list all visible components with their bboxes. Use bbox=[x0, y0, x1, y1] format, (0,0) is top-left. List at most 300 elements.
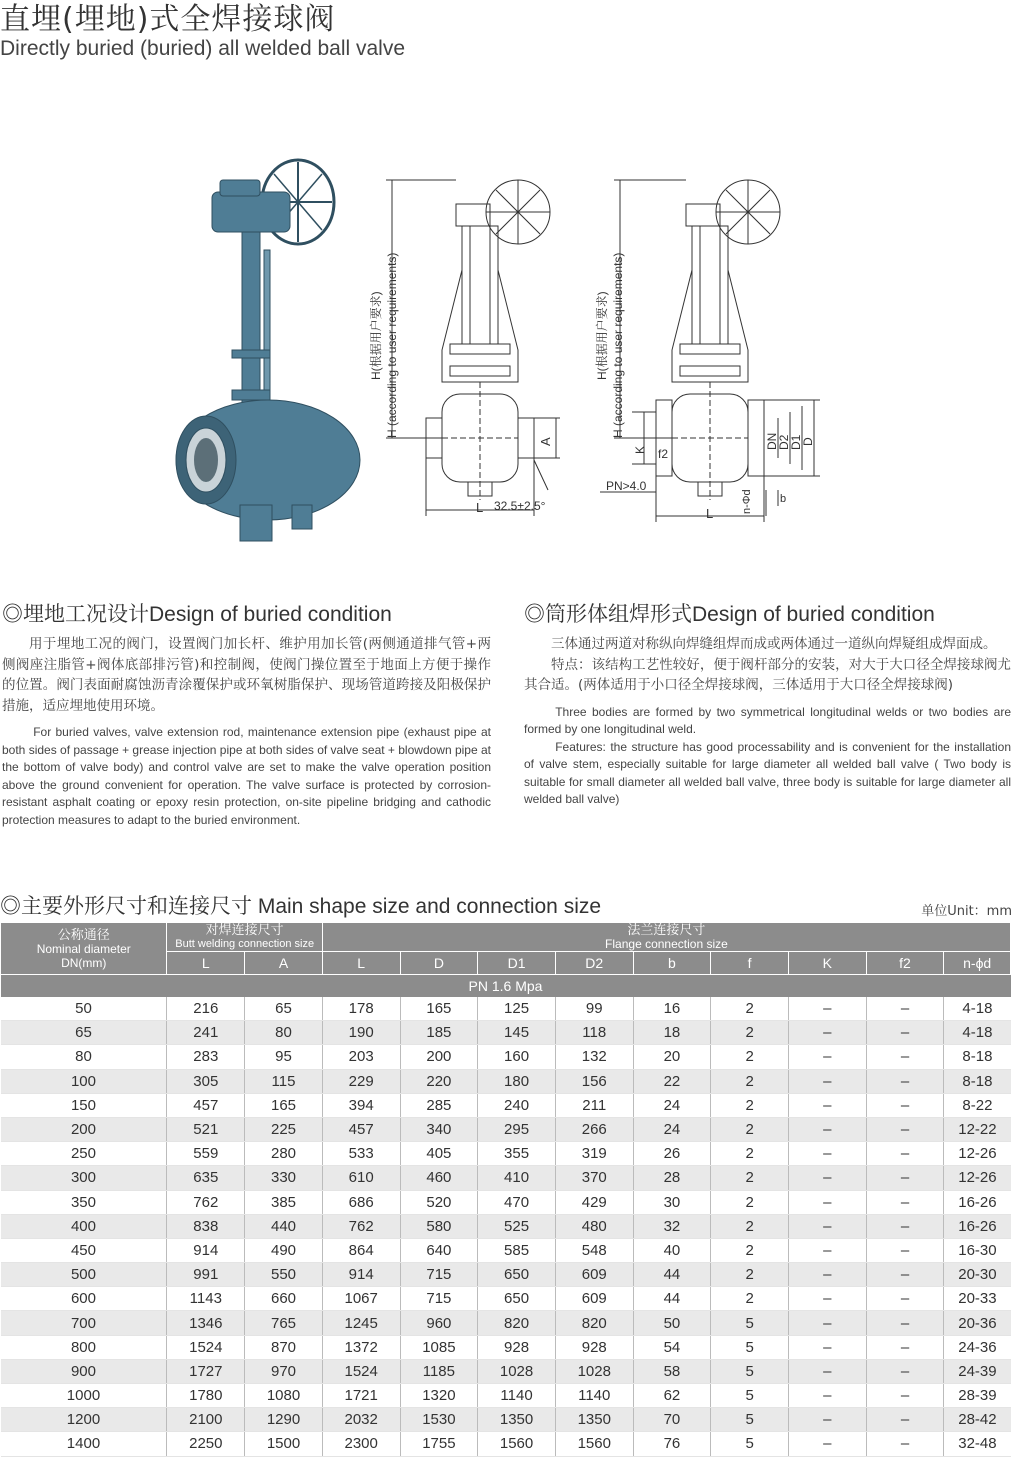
table-cell: 470 bbox=[478, 1190, 556, 1214]
pn-label: PN 1.6 Mpa bbox=[1, 975, 1011, 998]
page-title-en: Directly buried (buried) all welded ball valve bbox=[0, 37, 406, 60]
dim-dn-label: DN bbox=[765, 432, 779, 450]
header-butt-weld bbox=[167, 923, 322, 952]
table-cell: 1755 bbox=[400, 1432, 478, 1456]
header-flange bbox=[322, 923, 1010, 952]
table-cell: 80 bbox=[1, 1045, 167, 1069]
column-header-10: n-ϕd bbox=[944, 952, 1011, 975]
table-cell: 370 bbox=[555, 1166, 633, 1190]
table-cell: 2 bbox=[711, 1214, 789, 1238]
table-cell: 500 bbox=[1, 1263, 167, 1287]
table-cell: 2 bbox=[711, 1117, 789, 1141]
table-cell: – bbox=[866, 1359, 944, 1383]
column-header-8: K bbox=[788, 952, 866, 975]
dim-h-cn-label: H(根据用户要求) bbox=[369, 291, 383, 380]
table-cell: 394 bbox=[322, 1093, 400, 1117]
section-right-cn-1: 三体通过两道对称纵向焊缝组焊而成或两体通过一道纵向焊疑组成焊面成。 bbox=[551, 636, 997, 652]
table-cell: 99 bbox=[555, 997, 633, 1021]
table-cell: 185 bbox=[400, 1021, 478, 1045]
table-cell: 548 bbox=[555, 1238, 633, 1262]
header-dn-en: Nominal diameter bbox=[36, 941, 131, 956]
column-header-1: A bbox=[245, 952, 323, 975]
column-header-7: f bbox=[711, 952, 789, 975]
table-cell: 283 bbox=[167, 1045, 245, 1069]
table-cell: – bbox=[788, 1384, 866, 1408]
table-cell: 180 bbox=[478, 1069, 556, 1093]
table-cell: 40 bbox=[633, 1238, 711, 1262]
table-cell: 1350 bbox=[478, 1408, 556, 1432]
column-header-3: D bbox=[400, 952, 478, 975]
table-cell: 550 bbox=[245, 1263, 323, 1287]
table-cell: 1524 bbox=[167, 1335, 245, 1359]
table-cell: 1560 bbox=[478, 1432, 556, 1456]
header-dn-unit: DN(mm) bbox=[61, 955, 107, 970]
header-butt-en: Butt welding connection size bbox=[175, 938, 315, 950]
table-cell: 26 bbox=[633, 1142, 711, 1166]
table-cell: – bbox=[866, 1069, 944, 1093]
table-cell: 1085 bbox=[400, 1335, 478, 1359]
table-cell: 1372 bbox=[322, 1335, 400, 1359]
table-cell: 32-48 bbox=[944, 1432, 1011, 1456]
table-cell: 405 bbox=[400, 1142, 478, 1166]
table-cell: 125 bbox=[478, 997, 556, 1021]
table-cell: – bbox=[866, 1408, 944, 1432]
table-cell: 5 bbox=[711, 1335, 789, 1359]
table-row bbox=[1, 1166, 1011, 1190]
table-cell: – bbox=[788, 1069, 866, 1093]
table-cell: 2 bbox=[711, 1263, 789, 1287]
table-cell: – bbox=[788, 1190, 866, 1214]
table-cell: 5 bbox=[711, 1311, 789, 1335]
table-body bbox=[1, 975, 1011, 1457]
page-title-cn: 直埋(埋地)式全焊接球阀 bbox=[0, 2, 336, 37]
table-cell: 1200 bbox=[1, 1408, 167, 1432]
table-cell: 150 bbox=[1, 1093, 167, 1117]
table-cell: 20-33 bbox=[944, 1287, 1011, 1311]
table-cell: 838 bbox=[167, 1214, 245, 1238]
table-cell: 870 bbox=[245, 1335, 323, 1359]
table-cell: – bbox=[788, 1359, 866, 1383]
valve-product-image bbox=[176, 160, 360, 541]
table-cell: 609 bbox=[555, 1263, 633, 1287]
table-cell: 700 bbox=[1, 1311, 167, 1335]
table-cell: 44 bbox=[633, 1263, 711, 1287]
table-cell: 95 bbox=[245, 1045, 323, 1069]
table-cell: 24-36 bbox=[944, 1335, 1011, 1359]
table-cell: 76 bbox=[633, 1432, 711, 1456]
table-cell: 240 bbox=[478, 1093, 556, 1117]
table-cell: 2 bbox=[711, 1069, 789, 1093]
dim-angle-label: 32.5±2.5° bbox=[494, 499, 546, 513]
table-cell: 5 bbox=[711, 1384, 789, 1408]
table-cell: 211 bbox=[555, 1093, 633, 1117]
dim-d-label: D bbox=[801, 437, 815, 446]
table-cell: – bbox=[788, 997, 866, 1021]
table-cell: 190 bbox=[322, 1021, 400, 1045]
table-cell: 686 bbox=[322, 1190, 400, 1214]
table-cell: 457 bbox=[322, 1117, 400, 1141]
valve-drawings bbox=[160, 150, 850, 550]
table-cell: 156 bbox=[555, 1069, 633, 1093]
table-cell: 24 bbox=[633, 1093, 711, 1117]
table-cell: 295 bbox=[478, 1117, 556, 1141]
table-cell: 2300 bbox=[322, 1432, 400, 1456]
table-cell: 457 bbox=[167, 1093, 245, 1117]
table-cell: 1080 bbox=[245, 1384, 323, 1408]
table-cell: 285 bbox=[400, 1093, 478, 1117]
pn-row bbox=[1, 975, 1011, 998]
table-cell: – bbox=[788, 1408, 866, 1432]
table-cell: 400 bbox=[1, 1214, 167, 1238]
table-row bbox=[1, 1287, 1011, 1311]
table-cell: 50 bbox=[633, 1311, 711, 1335]
table-cell: 350 bbox=[1, 1190, 167, 1214]
column-header-0: L bbox=[167, 952, 245, 975]
table-cell: 600 bbox=[1, 1287, 167, 1311]
table-cell: 5 bbox=[711, 1408, 789, 1432]
table-cell: 762 bbox=[167, 1190, 245, 1214]
table-cell: 203 bbox=[322, 1045, 400, 1069]
table-cell: 1721 bbox=[322, 1384, 400, 1408]
table-cell: 410 bbox=[478, 1166, 556, 1190]
table-cell: 914 bbox=[167, 1238, 245, 1262]
table-cell: 991 bbox=[167, 1263, 245, 1287]
table-cell: – bbox=[866, 1432, 944, 1456]
table-row bbox=[1, 1384, 1011, 1408]
table-cell: – bbox=[866, 1238, 944, 1262]
table-cell: – bbox=[866, 1117, 944, 1141]
table-cell: 1185 bbox=[400, 1359, 478, 1383]
table-cell: 1140 bbox=[555, 1384, 633, 1408]
dim-d2-label: D2 bbox=[777, 434, 791, 450]
table-cell: 914 bbox=[322, 1263, 400, 1287]
table-cell: 928 bbox=[478, 1335, 556, 1359]
table-cell: 1780 bbox=[167, 1384, 245, 1408]
table-cell: 160 bbox=[478, 1045, 556, 1069]
table-row bbox=[1, 1359, 1011, 1383]
table-cell: 20 bbox=[633, 1045, 711, 1069]
table-cell: 200 bbox=[400, 1045, 478, 1069]
table-cell: 4-18 bbox=[944, 1021, 1011, 1045]
table-cell: 132 bbox=[555, 1045, 633, 1069]
table-cell: 1320 bbox=[400, 1384, 478, 1408]
table-cell: 864 bbox=[322, 1238, 400, 1262]
table-cell: 715 bbox=[400, 1287, 478, 1311]
table-row bbox=[1, 1263, 1011, 1287]
table-cell: 2032 bbox=[322, 1408, 400, 1432]
table-row bbox=[1, 1311, 1011, 1335]
table-row bbox=[1, 1190, 1011, 1214]
table-cell: 24-39 bbox=[944, 1359, 1011, 1383]
dim-l-label-2: L bbox=[706, 506, 714, 521]
table-cell: 609 bbox=[555, 1287, 633, 1311]
table-row bbox=[1, 1069, 1011, 1093]
table-cell: 1530 bbox=[400, 1408, 478, 1432]
dim-h-en-label-2: H (according to user requirements) bbox=[611, 252, 625, 438]
table-cell: 610 bbox=[322, 1166, 400, 1190]
column-header-2: L bbox=[322, 952, 400, 975]
table-cell: 330 bbox=[245, 1166, 323, 1190]
dim-pn-label: PN>4.0 bbox=[606, 479, 647, 493]
table-cell: – bbox=[866, 997, 944, 1021]
column-header-4: D1 bbox=[478, 952, 556, 975]
table-cell: 525 bbox=[478, 1214, 556, 1238]
table-cell: 2100 bbox=[167, 1408, 245, 1432]
table-cell: 1028 bbox=[555, 1359, 633, 1383]
section-right-heading: ◎筒形体组焊形式Design of buried condition bbox=[524, 603, 935, 626]
table-cell: – bbox=[788, 1045, 866, 1069]
figure-area bbox=[160, 150, 850, 550]
table-cell: 280 bbox=[245, 1142, 323, 1166]
table-cell: 2 bbox=[711, 1238, 789, 1262]
table-cell: 165 bbox=[245, 1093, 323, 1117]
table-cell: 1400 bbox=[1, 1432, 167, 1456]
table-cell: 300 bbox=[1, 1166, 167, 1190]
table-cell: 2 bbox=[711, 1093, 789, 1117]
table-cell: 216 bbox=[167, 997, 245, 1021]
table-cell: 900 bbox=[1, 1359, 167, 1383]
table-row bbox=[1, 1117, 1011, 1141]
table-cell: 960 bbox=[400, 1311, 478, 1335]
table-cell: 1140 bbox=[478, 1384, 556, 1408]
table-cell: 12-26 bbox=[944, 1166, 1011, 1190]
table-cell: 16-30 bbox=[944, 1238, 1011, 1262]
table-cell: – bbox=[788, 1214, 866, 1238]
table-cell: 58 bbox=[633, 1359, 711, 1383]
table-row bbox=[1, 997, 1011, 1021]
table-cell: 8-18 bbox=[944, 1045, 1011, 1069]
table-cell: 970 bbox=[245, 1359, 323, 1383]
table-cell: 820 bbox=[555, 1311, 633, 1335]
table-row bbox=[1, 1021, 1011, 1045]
table-cell: 266 bbox=[555, 1117, 633, 1141]
table-cell: 490 bbox=[245, 1238, 323, 1262]
table-cell: 1245 bbox=[322, 1311, 400, 1335]
table-cell: 928 bbox=[555, 1335, 633, 1359]
section-right-en-2: Features: the structure has good processability and is convenient for the installation of valve stem, especially suitable for large diameter all welded ball valve ( Two body is suitable for small diameter all welded ball valve, three body is suitable for large diameter all welded ball valve) bbox=[524, 739, 1011, 806]
table-row bbox=[1, 1408, 1011, 1432]
table-cell: – bbox=[788, 1311, 866, 1335]
table-cell: 12-26 bbox=[944, 1142, 1011, 1166]
table-row bbox=[1, 1238, 1011, 1262]
section-left-en: For buried valves, valve extension rod, maintenance extension pipe (exhaust pipe at both sides of passage + grease injection pipe at both sides of valve seat + blowdown pipe at the bottom of valve body) and control valve are set to make the valve operation position above the ground convenient for operation. The valve surface is protected by corrosion-resistant asphalt coating or epoxy resin protection, on-site pipeline bridging and cathodic protection measures to adapt to the buried environment. bbox=[2, 725, 491, 827]
table-cell: 20-36 bbox=[944, 1311, 1011, 1335]
section-buried-condition bbox=[2, 598, 491, 829]
table-cell: 4-18 bbox=[944, 997, 1011, 1021]
table-cell: 820 bbox=[478, 1311, 556, 1335]
table-cell: – bbox=[866, 1214, 944, 1238]
section-right-cn-2: 特点：该结构工艺性较好，便于阀杆部分的安装，对大于大口径全焊接球阀尤其合适。(两体适用于小口径全焊接球阀，三体适用于大口径全焊接球阀) bbox=[524, 656, 1011, 693]
table-cell: 115 bbox=[245, 1069, 323, 1093]
table-cell: 1028 bbox=[478, 1359, 556, 1383]
table-cell: – bbox=[866, 1311, 944, 1335]
table-cell: 460 bbox=[400, 1166, 478, 1190]
table-cell: – bbox=[788, 1287, 866, 1311]
table-row bbox=[1, 1214, 1011, 1238]
column-header-5: D2 bbox=[555, 952, 633, 975]
dim-d1-label: D1 bbox=[789, 434, 803, 450]
table-cell: 520 bbox=[400, 1190, 478, 1214]
table-cell: 580 bbox=[400, 1214, 478, 1238]
table-cell: 2 bbox=[711, 997, 789, 1021]
table-cell: 24 bbox=[633, 1117, 711, 1141]
table-cell: 250 bbox=[1, 1142, 167, 1166]
table-cell: 118 bbox=[555, 1021, 633, 1045]
table-cell: – bbox=[788, 1238, 866, 1262]
table-cell: 2 bbox=[711, 1142, 789, 1166]
dim-f2-label: f2 bbox=[658, 447, 669, 461]
table-cell: 1000 bbox=[1, 1384, 167, 1408]
table-cell: – bbox=[788, 1142, 866, 1166]
table-cell: 1067 bbox=[322, 1287, 400, 1311]
table-cell: – bbox=[866, 1190, 944, 1214]
table-cell: 1290 bbox=[245, 1408, 323, 1432]
drawing-butt-weld bbox=[386, 180, 560, 516]
table-unit: 单位Unit：mm bbox=[921, 904, 1012, 919]
table-cell: 450 bbox=[1, 1238, 167, 1262]
dim-l-label-1: L bbox=[476, 500, 484, 515]
table-cell: 305 bbox=[167, 1069, 245, 1093]
table-cell: 762 bbox=[322, 1214, 400, 1238]
table-cell: 8-22 bbox=[944, 1093, 1011, 1117]
table-cell: 20-30 bbox=[944, 1263, 1011, 1287]
table-cell: 650 bbox=[478, 1263, 556, 1287]
dimension-table bbox=[0, 922, 1011, 1457]
table-cell: – bbox=[788, 1432, 866, 1456]
table-cell: – bbox=[866, 1287, 944, 1311]
table-cell: 65 bbox=[245, 997, 323, 1021]
table-cell: 12-22 bbox=[944, 1117, 1011, 1141]
section-left-cn: 用于埋地工况的阀门，设置阀门加长杆、维护用加长管(两侧通道排气管+两侧阀座注脂管+阀体底部排污管)和控制阀，使阀门操位置至于地面上方便于操作的位置。阀门表面耐腐蚀沥青涂覆保护或环氧树脂保护、现场管道跨接及阳极保护措施，适应埋地使用环境。 bbox=[2, 636, 491, 714]
table-cell: 355 bbox=[478, 1142, 556, 1166]
table-cell: – bbox=[788, 1335, 866, 1359]
table-cell: 2 bbox=[711, 1287, 789, 1311]
table-cell: 44 bbox=[633, 1287, 711, 1311]
table-cell: 340 bbox=[400, 1117, 478, 1141]
table-row bbox=[1, 1045, 1011, 1069]
table-cell: 200 bbox=[1, 1117, 167, 1141]
table-cell: 50 bbox=[1, 997, 167, 1021]
table-cell: 5 bbox=[711, 1432, 789, 1456]
section-cylinder-weld bbox=[524, 598, 1011, 809]
table-cell: 70 bbox=[633, 1408, 711, 1432]
table-cell: 319 bbox=[555, 1142, 633, 1166]
dim-h-en-label: H (according to user requirements) bbox=[385, 252, 399, 438]
table-cell: 585 bbox=[478, 1238, 556, 1262]
table-cell: 521 bbox=[167, 1117, 245, 1141]
dim-b-label: b bbox=[780, 493, 787, 505]
table-title: ◎主要外形尺寸和连接尺寸 Main shape size and connection size bbox=[0, 895, 602, 918]
table-cell: 241 bbox=[167, 1021, 245, 1045]
header-dn bbox=[1, 923, 167, 975]
table-cell: 765 bbox=[245, 1311, 323, 1335]
table-cell: 145 bbox=[478, 1021, 556, 1045]
table-cell: – bbox=[866, 1021, 944, 1045]
table-cell: 1524 bbox=[322, 1359, 400, 1383]
table-cell: 229 bbox=[322, 1069, 400, 1093]
header-flange-cn: 法兰连接尺寸 bbox=[627, 922, 706, 937]
table-cell: 54 bbox=[633, 1335, 711, 1359]
table-cell: 28-42 bbox=[944, 1408, 1011, 1432]
table-cell: 429 bbox=[555, 1190, 633, 1214]
table-cell: – bbox=[866, 1045, 944, 1069]
table-cell: – bbox=[866, 1335, 944, 1359]
header-flange-en: Flange connection size bbox=[605, 937, 728, 951]
dim-a-label: A bbox=[538, 437, 553, 446]
column-header-9: f2 bbox=[866, 952, 944, 975]
table-cell: 100 bbox=[1, 1069, 167, 1093]
drawing-flange bbox=[600, 180, 820, 522]
table-cell: 385 bbox=[245, 1190, 323, 1214]
table-cell: – bbox=[788, 1263, 866, 1287]
table-cell: 62 bbox=[633, 1384, 711, 1408]
table-cell: 225 bbox=[245, 1117, 323, 1141]
table-cell: 1727 bbox=[167, 1359, 245, 1383]
table-cell: 2 bbox=[711, 1045, 789, 1069]
section-right-en-1: Three bodies are formed by two symmetrical longitudinal welds or two bodies are formed by one longitudinal weld. bbox=[524, 704, 1011, 736]
table-cell: 1143 bbox=[167, 1287, 245, 1311]
dim-nd-label: n-Φd bbox=[741, 489, 753, 514]
table-cell: 1346 bbox=[167, 1311, 245, 1335]
table-cell: – bbox=[866, 1263, 944, 1287]
table-cell: 5 bbox=[711, 1359, 789, 1383]
table-cell: 30 bbox=[633, 1190, 711, 1214]
table-cell: 32 bbox=[633, 1214, 711, 1238]
table-cell: 440 bbox=[245, 1214, 323, 1238]
table-cell: – bbox=[866, 1166, 944, 1190]
column-header-6: b bbox=[633, 952, 711, 975]
table-row bbox=[1, 1093, 1011, 1117]
table-cell: 165 bbox=[400, 997, 478, 1021]
table-cell: 16-26 bbox=[944, 1214, 1011, 1238]
table-cell: 1350 bbox=[555, 1408, 633, 1432]
table-cell: – bbox=[788, 1117, 866, 1141]
table-cell: 178 bbox=[322, 997, 400, 1021]
table-cell: 559 bbox=[167, 1142, 245, 1166]
table-cell: 65 bbox=[1, 1021, 167, 1045]
table-cell: 533 bbox=[322, 1142, 400, 1166]
table-cell: 16-26 bbox=[944, 1190, 1011, 1214]
header-dn-cn: 公称通径 bbox=[57, 926, 110, 942]
table-cell: 2 bbox=[711, 1021, 789, 1045]
table-cell: 650 bbox=[478, 1287, 556, 1311]
section-left-heading: ◎埋地工况设计Design of buried condition bbox=[2, 603, 392, 626]
table-cell: 660 bbox=[245, 1287, 323, 1311]
table-cell: – bbox=[788, 1021, 866, 1045]
table-cell: 480 bbox=[555, 1214, 633, 1238]
dim-h-cn-label-2: H(根据用户要求) bbox=[595, 291, 609, 380]
table-cell: 640 bbox=[400, 1238, 478, 1262]
table-cell: – bbox=[788, 1166, 866, 1190]
table-cell: 28-39 bbox=[944, 1384, 1011, 1408]
table-cell: – bbox=[866, 1142, 944, 1166]
table-row bbox=[1, 1142, 1011, 1166]
dim-k-label: K bbox=[633, 445, 647, 454]
table-cell: 635 bbox=[167, 1166, 245, 1190]
table-cell: 800 bbox=[1, 1335, 167, 1359]
table-cell: 8-18 bbox=[944, 1069, 1011, 1093]
table-cell: – bbox=[866, 1093, 944, 1117]
table-cell: 16 bbox=[633, 997, 711, 1021]
table-cell: 2 bbox=[711, 1190, 789, 1214]
table-cell: 715 bbox=[400, 1263, 478, 1287]
table-cell: 18 bbox=[633, 1021, 711, 1045]
table-row bbox=[1, 1432, 1011, 1456]
table-cell: 80 bbox=[245, 1021, 323, 1045]
table-cell: – bbox=[788, 1093, 866, 1117]
table-cell: 22 bbox=[633, 1069, 711, 1093]
table-cell: 1560 bbox=[555, 1432, 633, 1456]
